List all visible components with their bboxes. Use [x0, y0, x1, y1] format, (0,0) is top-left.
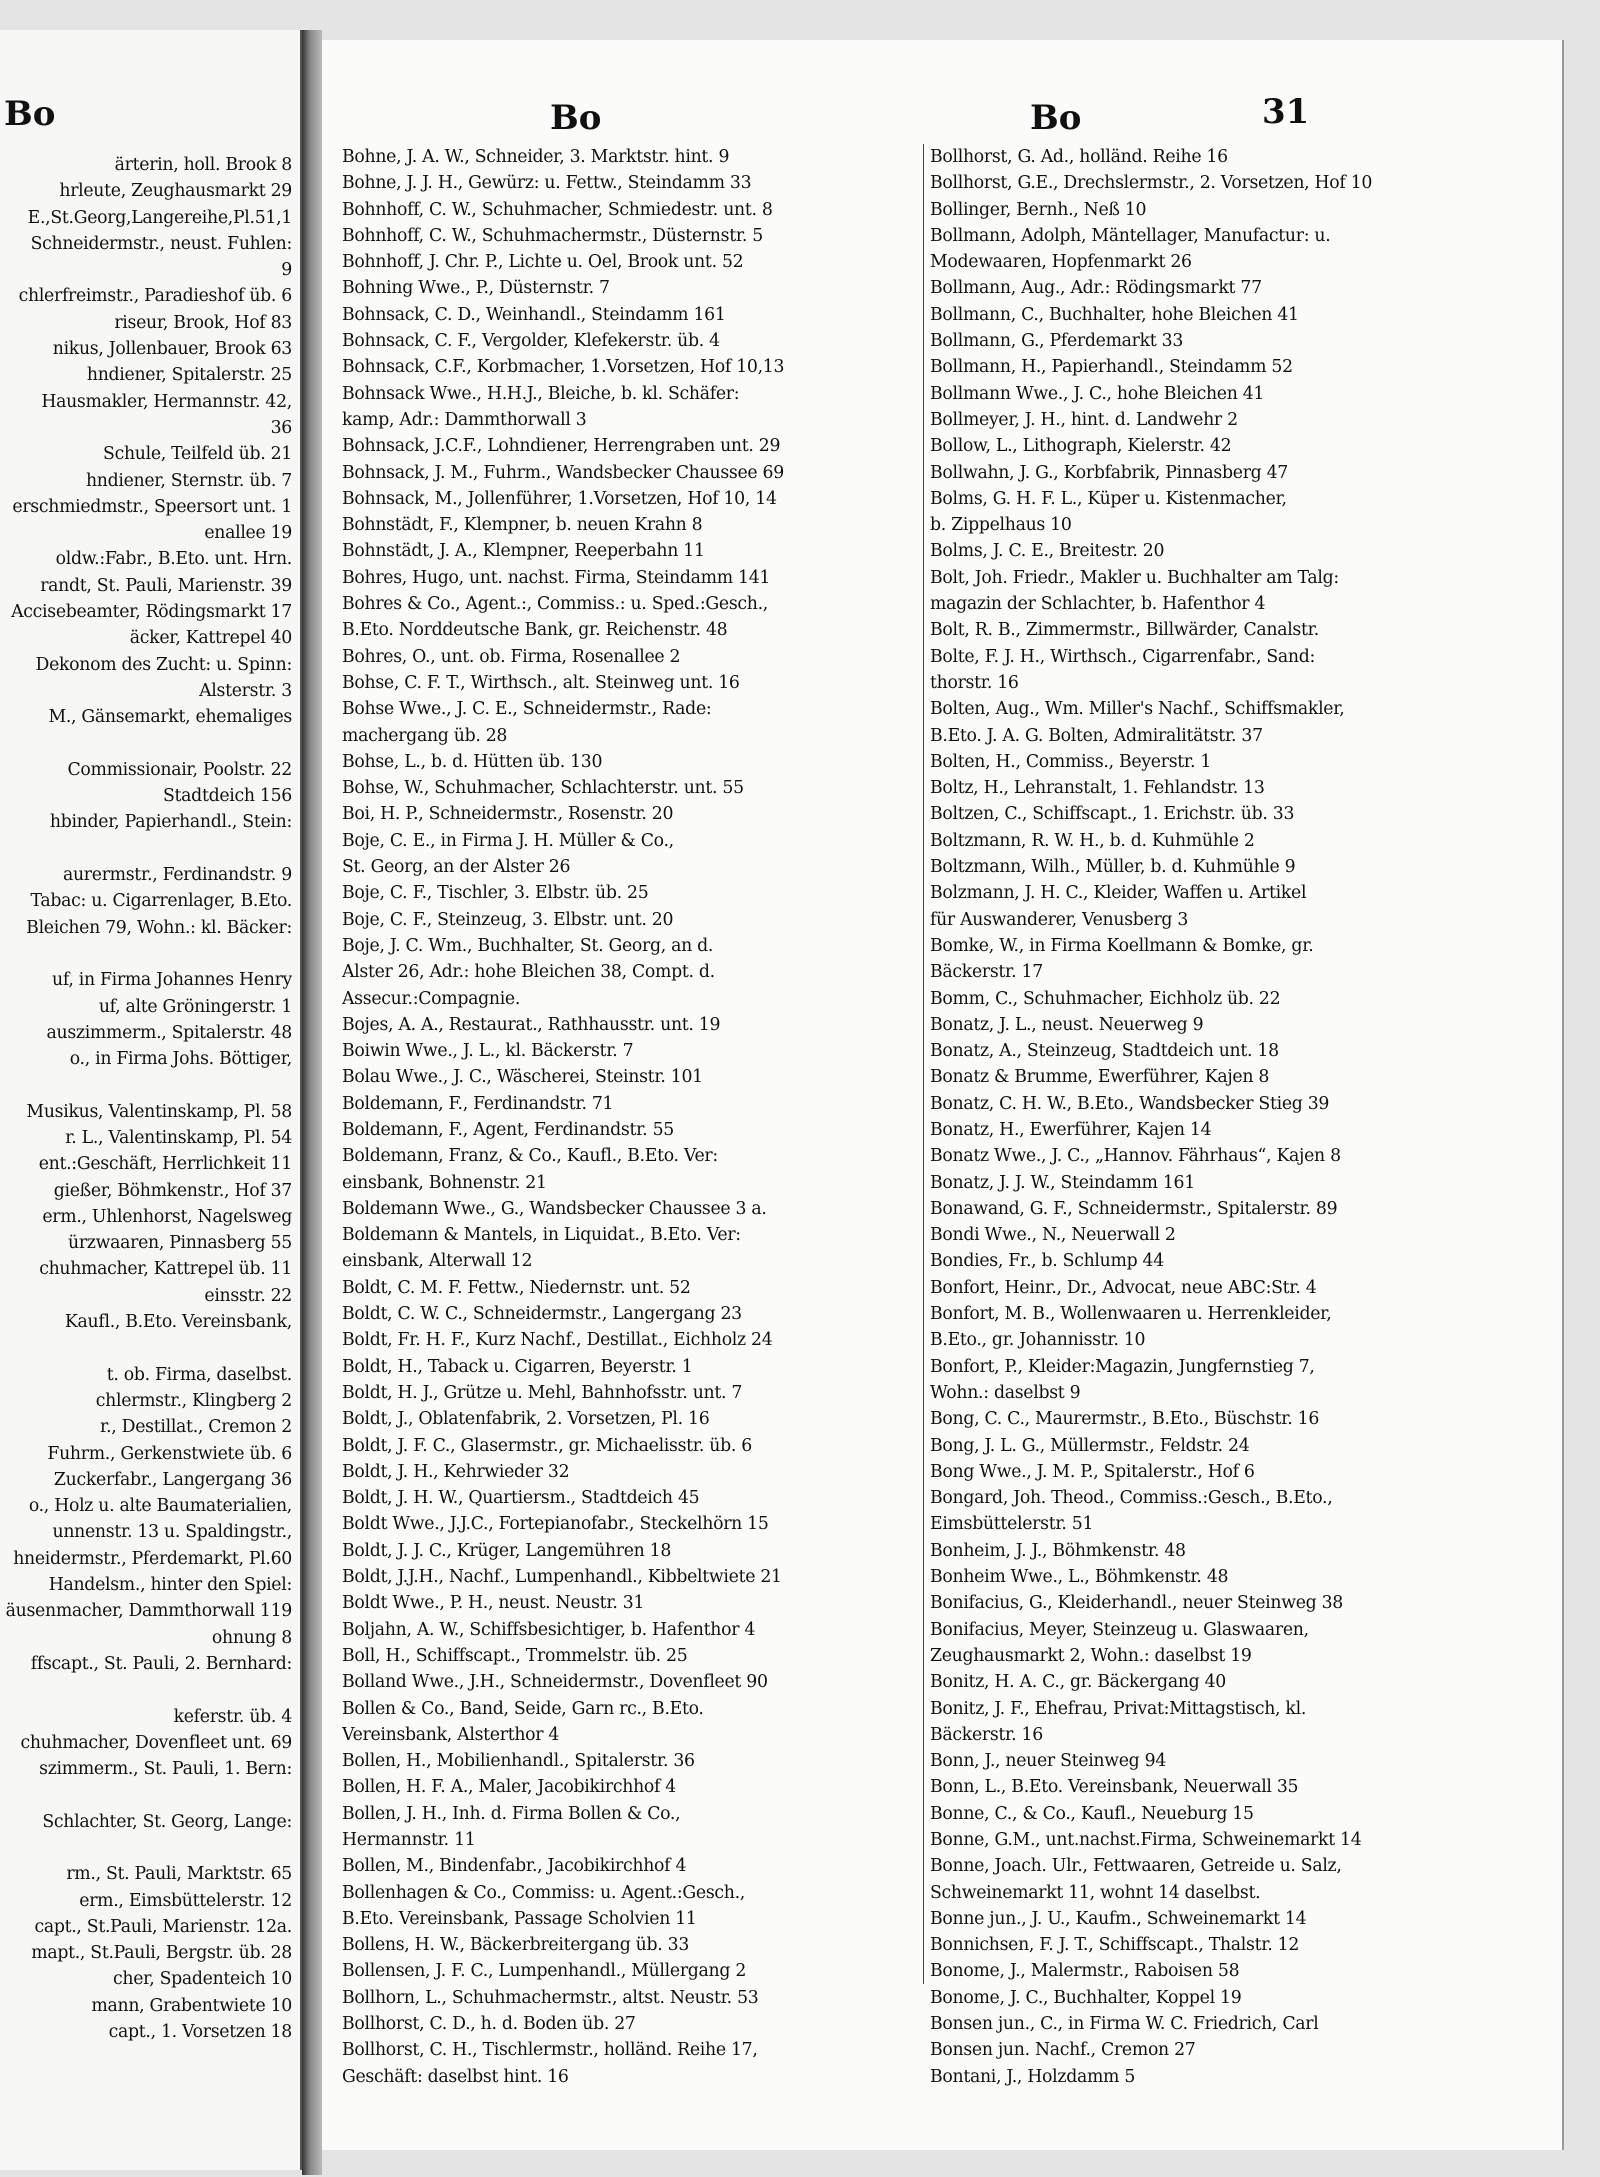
left-page-column: [0, 152, 292, 2045]
directory-entry-line: Bonome, J. C., Buchhalter, Koppel 19: [930, 1987, 1242, 2008]
directory-entry-line: [0, 1677, 292, 1703]
directory-entry-line: t. ob. Firma, daselbst.: [106, 1364, 292, 1385]
left-page: [0, 30, 302, 2170]
directory-entry-line: Bollmeyer, J. H., hint. d. Landwehr 2: [930, 409, 1238, 430]
directory-entry-line: Bollmann, G., Pferdemarkt 33: [930, 331, 1184, 352]
directory-entry-line: Bonne, Joach. Ulr., Fettwaaren, Getreide u. Salz,: [930, 1856, 1342, 1877]
directory-entry-line: Assecur.:Compagnie.: [342, 988, 521, 1009]
directory-entry-line: Eimsbüttelerstr. 51: [930, 1514, 1094, 1535]
directory-entry-line: Bohnsack, C.F., Korbmacher, 1.Vorsetzen, Hof 10,13: [342, 357, 785, 378]
directory-entry-line: kamp, Adr.: Dammthorwall 3: [342, 409, 587, 430]
directory-entry-line: mann, Grabentwiete 10: [91, 1995, 292, 2016]
directory-entry-line: Bohning Wwe., P., Düsternstr. 7: [342, 278, 610, 299]
directory-entry-line: Bollen, H. F. A., Maler, Jacobikirchhof 4: [342, 1777, 676, 1798]
directory-entry-line: Bonome, J., Malermstr., Raboisen 58: [930, 1961, 1240, 1982]
directory-entry-line: Bolland Wwe., J.H., Schneidermstr., Dovenfleet 90: [342, 1672, 768, 1693]
directory-entry-line: Boldt, J. J. C., Krüger, Langemühren 18: [342, 1540, 672, 1561]
directory-entry-line: Geschäft: daselbst hint. 16: [342, 2066, 569, 2087]
directory-entry-line: Boldt, J. H., Kehrwieder 32: [342, 1461, 570, 1482]
directory-entry-line: riseur, Brook, Hof 83: [114, 312, 292, 333]
directory-entry-line: Handelsm., hinter den Spiel:: [48, 1575, 292, 1596]
directory-entry-line: Boldt, J. H. W., Quartiersm., Stadtdeich 45: [342, 1488, 700, 1509]
directory-entry-line: Bomke, W., in Firma Koellmann & Bomke, gr.: [930, 935, 1314, 956]
directory-entry-line: Boltz, H., Lehranstalt, 1. Fehlandstr. 13: [930, 778, 1265, 799]
directory-entry-line: Bollmann, Aug., Adr.: Rödingsmarkt 77: [930, 278, 1262, 299]
directory-entry-line: Bohnsack, C. F., Vergolder, Klefekerstr. üb. 4: [342, 331, 720, 352]
directory-entry-line: Accisebeamter, Rödingsmarkt 17: [11, 602, 292, 623]
directory-entry-line: Bonitz, H. A. C., gr. Bäckergang 40: [930, 1672, 1226, 1693]
directory-entry-line: 36: [270, 417, 292, 438]
directory-entry-line: auszimmerm., Spitalerstr. 48: [46, 1022, 292, 1043]
directory-entry-line: Schneidermstr., neust. Fuhlen:: [30, 233, 292, 254]
directory-entry-line: uf, alte Gröningerstr. 1: [98, 996, 292, 1017]
directory-entry-line: erm., Uhlenhorst, Nagelsweg: [42, 1206, 292, 1227]
directory-entry-line: Tabac: u. Cigarrenlager, B.Eto.: [30, 891, 292, 912]
directory-entry-line: Boldemann, Franz, & Co., Kaufl., B.Eto. Ver:: [342, 1146, 718, 1167]
directory-entry-line: B.Eto. Vereinsbank, Passage Scholvien 11: [342, 1908, 697, 1929]
directory-entry-line: gießer, Böhmkenstr., Hof 37: [53, 1180, 292, 1201]
directory-entry-line: Zeughausmarkt 2, Wohn.: daselbst 19: [930, 1645, 1252, 1666]
directory-entry-line: hneidermstr., Pferdemarkt, Pl.60: [13, 1548, 292, 1569]
directory-entry-line: Alster 26, Adr.: hohe Bleichen 38, Compt. d.: [342, 962, 715, 983]
directory-entry-line: Boi, H. P., Schneidermstr., Rosenstr. 20: [342, 804, 674, 825]
directory-entry-line: cher, Spadenteich 10: [113, 1969, 292, 1990]
directory-entry-line: ürzwaaren, Pinnasberg 55: [68, 1233, 292, 1254]
directory-entry-line: Zuckerfabr., Langergang 36: [53, 1469, 292, 1490]
directory-entry-line: Bolms, J. C. E., Breitestr. 20: [930, 541, 1165, 562]
directory-entry-line: unnenstr. 13 u. Spaldingstr.,: [52, 1522, 292, 1543]
directory-entry-line: Bong, J. L. G., Müllermstr., Feldstr. 24: [930, 1435, 1250, 1456]
directory-entry-line: Bonawand, G. F., Schneidermstr., Spitalerstr. 89: [930, 1198, 1338, 1219]
directory-entry-line: oldw.:Fabr., B.Eto. unt. Hrn.: [55, 549, 292, 570]
directory-entry-line: Bohse, L., b. d. Hütten üb. 130: [342, 751, 603, 772]
directory-entry-line: machergang üb. 28: [342, 725, 508, 746]
directory-entry-line: Bonne, C., & Co., Kaufl., Neueburg 15: [930, 1803, 1254, 1824]
header-right-keyword: Bo: [1030, 98, 1082, 138]
directory-entry-line: Bonfort, M. B., Wollenwaaren u. Herrenkleider,: [930, 1304, 1332, 1325]
directory-entry-line: Bäckerstr. 17: [930, 962, 1043, 983]
directory-entry-line: Bonheim Wwe., L., Böhmkenstr. 48: [930, 1567, 1229, 1588]
directory-entry-line: einsstr. 22: [204, 1285, 292, 1306]
directory-entry-line: Boldemann, F., Ferdinandstr. 71: [342, 1093, 614, 1114]
directory-entry-line: Bohnsack, C. D., Weinhandl., Steindamm 161: [342, 304, 726, 325]
right-page: [322, 40, 1562, 2150]
directory-entry-line: capt., 1. Vorsetzen 18: [108, 2022, 292, 2043]
directory-entry-line: Stadtdeich 156: [163, 786, 292, 807]
directory-entry-line: [0, 731, 292, 757]
directory-entry-line: Bolzmann, J. H. C., Kleider, Waffen u. Artikel: [930, 883, 1307, 904]
directory-entry-line: Boldt Wwe., P. H., neust. Neustr. 31: [342, 1593, 645, 1614]
directory-entry-line: Boltzmann, Wilh., Müller, b. d. Kuhmühle 9: [930, 857, 1296, 878]
directory-entry-line: Boldt Wwe., J.J.C., Fortepianofabr., Steckelhörn 15: [342, 1514, 769, 1535]
directory-entry-line: Bonnichsen, F. J. T., Schiffscapt., Thalstr. 12: [930, 1935, 1300, 1956]
directory-entry-line: Bomm, C., Schuhmacher, Eichholz üb. 22: [930, 988, 1281, 1009]
directory-entry-line: Bonsen jun. Nachf., Cremon 27: [930, 2040, 1196, 2061]
directory-entry-line: Schule, Teilfeld üb. 21: [103, 444, 292, 465]
directory-entry-line: Schlachter, St. Georg, Lange:: [42, 1811, 292, 1832]
directory-entry-line: einsbank, Bohnenstr. 21: [342, 1172, 547, 1193]
directory-entry-line: Boldt, J. F. C., Glasermstr., gr. Michaelisstr. üb. 6: [342, 1435, 752, 1456]
directory-entry-line: [0, 836, 292, 862]
directory-entry-line: Boll, H., Schiffscapt., Trommelstr. üb. 25: [342, 1645, 688, 1666]
directory-entry-line: Boldt, J., Oblatenfabrik, 2. Vorsetzen, Pl. 16: [342, 1409, 710, 1430]
directory-entry-line: Bollensen, J. F. C., Lumpenhandl., Müllergang 2: [342, 1961, 747, 1982]
directory-entry-line: Bohnhoff, C. W., Schuhmachermstr., Düsternstr. 5: [342, 225, 763, 246]
directory-entry-line: Boldt, C. W. C., Schneidermstr., Langergang 23: [342, 1304, 742, 1325]
directory-entry-line: Bolten, H., Commiss., Beyerstr. 1: [930, 751, 1212, 772]
directory-entry-line: Bohse, C. F. T., Wirthsch., alt. Steinweg unt. 16: [342, 672, 740, 693]
directory-entry-line: Bondies, Fr., b. Schlump 44: [930, 1251, 1164, 1272]
directory-entry-line: Bohne, J. A. W., Schneider, 3. Marktstr. hint. 9: [342, 147, 730, 167]
directory-entry-line: randt, St. Pauli, Marienstr. 39: [40, 575, 292, 596]
directory-entry-line: Bollmann, H., Papierhandl., Steindamm 52: [930, 357, 1293, 378]
directory-entry-line: Bonne jun., J. U., Kaufm., Schweinemarkt 14: [930, 1908, 1307, 1929]
directory-entry-line: o., Holz u. alte Baumaterialien,: [28, 1496, 292, 1517]
directory-entry-line: M., Gänsemarkt, ehemaliges: [48, 707, 292, 728]
directory-entry-line: B.Eto., gr. Johannisstr. 10: [930, 1330, 1146, 1351]
header-left-keyword: Bo: [550, 98, 602, 138]
directory-entry-line: [0, 1335, 292, 1361]
directory-entry-line: Bonfort, P., Kleider:Magazin, Jungfernstieg 7,: [930, 1356, 1315, 1377]
directory-entry-line: Bollens, H. W., Bäckerbreitergang üb. 33: [342, 1935, 690, 1956]
directory-entry-line: capt., St.Pauli, Marienstr. 12a.: [34, 1916, 292, 1937]
column-divider: [923, 144, 924, 1984]
directory-entry-line: Bonatz, H., Ewerführer, Kajen 14: [930, 1119, 1212, 1140]
directory-entry-line: chuhmacher, Dovenfleet unt. 69: [20, 1732, 292, 1753]
directory-entry-line: Bollen & Co., Band, Seide, Garn rc., B.Eto.: [342, 1698, 704, 1719]
directory-entry-line: Bonatz, A., Steinzeug, Stadtdeich unt. 18: [930, 1041, 1279, 1062]
directory-entry-line: Boje, C. F., Steinzeug, 3. Elbstr. unt. 20: [342, 909, 674, 930]
directory-entry-line: Bohres, Hugo, unt. nachst. Firma, Steindamm 141: [342, 567, 771, 588]
directory-entry-line: Hermannstr. 11: [342, 1830, 476, 1850]
directory-entry-line: Boldt, J.J.H., Nachf., Lumpenhandl., Kibbeltwiete 21: [342, 1567, 782, 1588]
directory-entry-line: Bonatz, J. J. W., Steindamm 161: [930, 1172, 1195, 1193]
directory-entry-line: Bohse Wwe., J. C. E., Schneidermstr., Rade:: [342, 699, 712, 720]
directory-entry-line: 9: [281, 260, 292, 281]
directory-entry-line: Boldemann Wwe., G., Wandsbecker Chaussee 3 a.: [342, 1198, 767, 1219]
directory-entry-line: Bonifacius, Meyer, Steinzeug u. Glaswaaren,: [930, 1619, 1309, 1640]
directory-entry-line: B.Eto. J. A. G. Bolten, Admiralitätstr. 37: [930, 725, 1263, 746]
directory-entry-line: Boje, J. C. Wm., Buchhalter, St. Georg, an d.: [342, 935, 714, 956]
directory-entry-line: mapt., St.Pauli, Bergstr. üb. 28: [31, 1943, 292, 1964]
directory-entry-line: Bonheim, J. J., Böhmkenstr. 48: [930, 1540, 1186, 1561]
directory-entry-line: Bong Wwe., J. M. P., Spitalerstr., Hof 6: [930, 1461, 1255, 1482]
directory-entry-line: [0, 1072, 292, 1098]
directory-entry-line: Fuhrm., Gerkenstwiete üb. 6: [47, 1443, 292, 1464]
directory-entry-line: Bohse, W., Schuhmacher, Schlachterstr. unt. 55: [342, 778, 744, 799]
directory-entry-line: Modewaaren, Hopfenmarkt 26: [930, 252, 1192, 273]
directory-entry-line: Bollinger, Bernh., Neß 10: [930, 199, 1147, 220]
directory-entry-line: Bonatz & Brumme, Ewerführer, Kajen 8: [930, 1067, 1270, 1088]
directory-entry-line: Bohnstädt, J. A., Klempner, Reeperbahn 11: [342, 541, 705, 562]
directory-entry-line: ohnung 8: [211, 1627, 292, 1648]
directory-entry-line: Bonatz, J. L., neust. Neuerweg 9: [930, 1014, 1204, 1035]
directory-entry-line: magazin der Schlachter, b. Hafenthor 4: [930, 594, 1266, 615]
directory-entry-line: Bongard, Joh. Theod., Commiss.:Gesch., B.Eto.,: [930, 1488, 1333, 1509]
directory-entry-line: Kaufl., B.Eto. Vereinsbank,: [64, 1312, 292, 1333]
directory-entry-line: Bollmann, Adolph, Mäntellager, Manufactur: u.: [930, 225, 1331, 246]
directory-entry-line: Boje, C. F., Tischler, 3. Elbstr. üb. 25: [342, 883, 649, 904]
page-number: 31: [1262, 92, 1310, 132]
directory-entry-line: Musikus, Valentinskamp, Pl. 58: [26, 1101, 292, 1122]
directory-entry-line: Boldt, H., Taback u. Cigarren, Beyerstr. 1: [342, 1356, 693, 1377]
directory-entry-line: E.,St.Georg,Langereihe,Pl.51,1: [27, 207, 292, 228]
book-gutter: [302, 30, 322, 2175]
directory-entry-line: aurermstr., Ferdinandstr. 9: [62, 865, 292, 886]
directory-entry-line: Alsterstr. 3: [199, 680, 292, 701]
directory-entry-line: Bollen, J. H., Inh. d. Firma Bollen & Co.,: [342, 1803, 681, 1824]
directory-entry-line: St. Georg, an der Alster 26: [342, 857, 571, 878]
directory-entry-line: hrleute, Zeughausmarkt 29: [59, 181, 292, 202]
directory-entry-line: Bohres & Co., Agent.:, Commiss.: u. Sped.:Gesch.,: [342, 594, 768, 615]
directory-entry-line: Bollow, L., Lithograph, Kielerstr. 42: [930, 436, 1232, 457]
directory-entry-line: äusenmacher, Dammthorwall 119: [5, 1601, 292, 1622]
directory-entry-line: Boltzen, C., Schiffscapt., 1. Erichstr. üb. 33: [930, 804, 1295, 825]
directory-entry-line: ffscapt., St. Pauli, 2. Bernhard:: [30, 1653, 292, 1674]
directory-entry-line: Bolten, Aug., Wm. Miller's Nachf., Schiffsmakler,: [930, 699, 1345, 720]
directory-entry-line: Bonatz Wwe., J. C., „Hannov. Fährhaus“, Kajen 8: [930, 1146, 1341, 1167]
directory-entry-line: Boldemann & Mantels, in Liquidat., B.Eto. Ver:: [342, 1225, 741, 1246]
directory-column-left: [342, 144, 918, 2090]
directory-entry-line: Bohnsack, J.C.F., Lohndiener, Herrengraben unt. 29: [342, 436, 781, 457]
directory-entry-line: szimmerm., St. Pauli, 1. Bern:: [39, 1759, 292, 1780]
directory-entry-line: Bleichen 79, Wohn.: kl. Bäcker:: [26, 917, 292, 938]
left-page-header: Bo: [4, 94, 56, 134]
directory-entry-line: äcker, Kattrepel 40: [129, 628, 292, 649]
directory-entry-line: hbinder, Papierhandl., Stein:: [49, 812, 292, 833]
directory-entry-line: Bondi Wwe., N., Neuerwall 2: [930, 1225, 1176, 1246]
directory-entry-line: Bonn, J., neuer Steinweg 94: [930, 1751, 1167, 1772]
directory-entry-line: nikus, Jollenbauer, Brook 63: [52, 339, 292, 360]
directory-entry-line: Boje, C. E., in Firma J. H. Müller & Co.,: [342, 830, 674, 851]
directory-entry-line: Bojes, A. A., Restaurat., Rathhausstr. unt. 19: [342, 1014, 721, 1035]
directory-entry-line: Bonn, L., B.Eto. Vereinsbank, Neuerwall 35: [930, 1777, 1299, 1798]
directory-entry-line: rm., St. Pauli, Marktstr. 65: [66, 1864, 292, 1885]
directory-entry-line: B.Eto. Norddeutsche Bank, gr. Reichenstr. 48: [342, 620, 728, 641]
directory-entry-line: Boldt, C. M. F. Fettw., Niedernstr. unt. 52: [342, 1277, 691, 1298]
directory-entry-line: Bollhorst, C. D., h. d. Boden üb. 27: [342, 2014, 636, 2035]
directory-entry-line: ärterin, holl. Brook 8: [114, 155, 292, 175]
directory-entry-line: Bollhorst, C. H., Tischlermstr., holländ. Reihe 17,: [342, 2040, 758, 2061]
directory-entry-line: Bonitz, J. F., Ehefrau, Privat:Mittagstisch, kl.: [930, 1698, 1307, 1719]
directory-entry-line: r. L., Valentinskamp, Pl. 54: [65, 1127, 292, 1148]
directory-entry-line: Schweinemarkt 11, wohnt 14 daselbst.: [930, 1882, 1261, 1903]
directory-column-right: [930, 144, 1540, 2090]
directory-entry-line: Bonsen jun., C., in Firma W. C. Friedrich, Carl: [930, 2014, 1319, 2035]
directory-entry-line: einsbank, Alterwall 12: [342, 1251, 533, 1272]
directory-entry-line: Boldt, H. J., Grütze u. Mehl, Bahnhofsstr. unt. 7: [342, 1382, 743, 1403]
directory-entry-line: Bollwahn, J. G., Korbfabrik, Pinnasberg 47: [930, 462, 1289, 483]
directory-entry-line: r., Destillat., Cremon 2: [100, 1417, 292, 1438]
directory-entry-line: b. Zippelhaus 10: [930, 515, 1072, 536]
directory-entry-line: Bollen, M., Bindenfabr., Jacobikirchhof 4: [342, 1856, 687, 1877]
directory-entry-line: Commissionair, Poolstr. 22: [67, 759, 292, 780]
directory-entry-line: enallee 19: [204, 523, 292, 544]
directory-entry-line: für Auswanderer, Venusberg 3: [930, 909, 1189, 930]
directory-entry-line: hndiener, Spitalerstr. 25: [86, 365, 292, 386]
directory-entry-line: Bollhorst, G.E., Drechslermstr., 2. Vorsetzen, Hof 10: [930, 173, 1373, 194]
directory-entry-line: Bolau Wwe., J. C., Wäscherei, Steinstr. 101: [342, 1067, 703, 1088]
directory-entry-line: Boldt, Fr. H. F., Kurz Nachf., Destillat., Eichholz 24: [342, 1330, 773, 1351]
directory-entry-line: Bolt, Joh. Friedr., Makler u. Buchhalter am Talg:: [930, 567, 1339, 588]
directory-entry-line: Wohn.: daselbst 9: [930, 1382, 1081, 1403]
directory-entry-line: Bong, C. C., Maurermstr., B.Eto., Büschstr. 16: [930, 1409, 1320, 1430]
directory-entry-line: Bohnsack, M., Jollenführer, 1.Vorsetzen, Hof 10, 14: [342, 488, 777, 509]
directory-entry-line: chuhmacher, Kattrepel üb. 11: [39, 1259, 292, 1280]
directory-entry-line: thorstr. 16: [930, 672, 1019, 693]
directory-entry-line: Bollhorst, G. Ad., holländ. Reihe 16: [930, 147, 1228, 167]
directory-entry-line: Bollen, H., Mobilienhandl., Spitalerstr. 36: [342, 1751, 695, 1772]
directory-entry-line: chlermstr., Klingberg 2: [95, 1390, 292, 1411]
directory-entry-line: Bollmann, C., Buchhalter, hohe Bleichen 41: [930, 304, 1299, 325]
directory-entry-line: Bolt, R. B., Zimmermstr., Billwärder, Canalstr.: [930, 620, 1319, 641]
directory-entry-line: erm., Eimsbüttelerstr. 12: [79, 1890, 292, 1911]
directory-entry-line: Bohnsack Wwe., H.H.J., Bleiche, b. kl. Schäfer:: [342, 383, 740, 404]
directory-entry-line: Bollhorn, L., Schuhmachermstr., altst. Neustr. 53: [342, 1987, 759, 2008]
directory-entry-line: Bonatz, C. H. W., B.Eto., Wandsbecker Stieg 39: [930, 1093, 1330, 1114]
directory-entry-line: [0, 941, 292, 967]
directory-entry-line: Bollmann Wwe., J. C., hohe Bleichen 41: [930, 383, 1265, 404]
directory-entry-line: Bohnstädt, F., Klempner, b. neuen Krahn 8: [342, 515, 703, 536]
directory-entry-line: ent.:Geschäft, Herrlichkeit 11: [38, 1154, 292, 1175]
directory-entry-line: [0, 1782, 292, 1808]
directory-entry-line: Bontani, J., Holzdamm 5: [930, 2066, 1136, 2087]
directory-entry-line: erschmiedmstr., Speersort unt. 1: [12, 496, 292, 517]
directory-entry-line: Boljahn, A. W., Schiffsbesichtiger, b. Hafenthor 4: [342, 1619, 756, 1640]
directory-entry-line: chlerfreimstr., Paradieshof üb. 6: [18, 286, 292, 307]
directory-entry-line: uf, in Firma Johannes Henry: [52, 970, 292, 991]
directory-entry-line: o., in Firma Johs. Böttiger,: [69, 1049, 292, 1070]
directory-entry-line: Bohne, J. J. H., Gewürz: u. Fettw., Steindamm 33: [342, 173, 752, 194]
directory-entry-line: Boltzmann, R. W. H., b. d. Kuhmühle 2: [930, 830, 1255, 851]
directory-entry-line: Bohres, O., unt. ob. Firma, Rosenallee 2: [342, 646, 681, 667]
directory-entry-line: Bolte, F. J. H., Wirthsch., Cigarrenfabr., Sand:: [930, 646, 1316, 667]
directory-entry-line: Boldemann, F., Agent, Ferdinandstr. 55: [342, 1119, 674, 1140]
directory-entry-line: Bäckerstr. 16: [930, 1724, 1043, 1745]
directory-entry-line: Bonfort, Heinr., Dr., Advocat, neue ABC:Str. 4: [930, 1277, 1317, 1298]
directory-entry-line: Bohnhoff, C. W., Schuhmacher, Schmiedestr. unt. 8: [342, 199, 773, 220]
directory-entry-line: Boiwin Wwe., J. L., kl. Bäckerstr. 7: [342, 1041, 634, 1062]
directory-entry-line: Dekonom des Zucht: u. Spinn:: [35, 654, 292, 675]
directory-entry-line: hndiener, Sternstr. üb. 7: [85, 470, 292, 491]
directory-entry-line: Vereinsbank, Alsterthor 4: [342, 1724, 560, 1745]
directory-entry-line: Hausmakler, Hermannstr. 42,: [41, 391, 292, 412]
directory-entry-line: Bonne, G.M., unt.nachst.Firma, Schweinemarkt 14: [930, 1830, 1362, 1850]
directory-entry-line: Bohnsack, J. M., Fuhrm., Wandsbecker Chaussee 69: [342, 462, 784, 483]
directory-entry-line: Bohnhoff, J. Chr. P., Lichte u. Oel, Brook unt. 52: [342, 252, 744, 273]
directory-entry-line: [0, 1835, 292, 1861]
directory-entry-line: keferstr. üb. 4: [173, 1706, 292, 1727]
directory-entry-line: Bollenhagen & Co., Commiss: u. Agent.:Gesch.,: [342, 1882, 745, 1903]
directory-entry-line: Bonifacius, G., Kleiderhandl., neuer Steinweg 38: [930, 1593, 1343, 1614]
directory-entry-line: Bolms, G. H. F. L., Küper u. Kistenmacher,: [930, 488, 1287, 509]
